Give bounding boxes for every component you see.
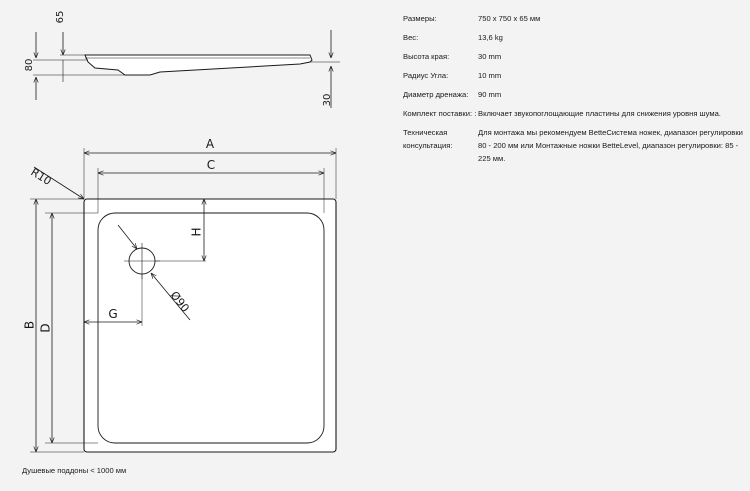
dim-g-label: G bbox=[108, 307, 118, 321]
dim-d-label: D bbox=[38, 323, 53, 333]
spec-row-dimensions bbox=[403, 12, 743, 25]
spec-row-delivery-set bbox=[403, 107, 743, 120]
side-view bbox=[33, 30, 340, 108]
tray-basin bbox=[98, 213, 324, 443]
spec-value: 90 mm bbox=[478, 90, 502, 99]
spec-label: Диаметр дренажа: bbox=[403, 90, 469, 99]
spec-label: Техническая консультация: bbox=[403, 128, 453, 150]
spec-label: Радиус Угла: bbox=[403, 71, 449, 80]
drawing-caption: Душевые поддоны < 1000 мм bbox=[22, 466, 127, 475]
spec-value: 750 x 750 x 65 мм bbox=[478, 14, 541, 23]
spec-row-corner-radius bbox=[403, 69, 743, 82]
dim-65-label: 65 bbox=[55, 10, 66, 24]
spec-row-technical-advice bbox=[403, 126, 743, 165]
spec-value: 10 mm bbox=[478, 71, 502, 80]
spec-label: Высота края: bbox=[403, 52, 450, 61]
dim-drain-diameter-label: Ø90 bbox=[167, 288, 192, 315]
spec-value: Для монтажа мы рекомендуем BetteСистема ножек, диапазон регулировки 80 - 200 мм или Монтажные ножки BetteLevel, диапазон регулировки: 85 - 225 мм. bbox=[478, 128, 743, 163]
spec-label: Комплект поставки: : bbox=[403, 109, 477, 118]
spec-value: 13,6 kg bbox=[478, 33, 503, 42]
dim-80-label: 80 bbox=[24, 58, 35, 72]
spec-value: Включает звукопоглощающие пластины для снижения уровня шума. bbox=[478, 109, 721, 118]
spec-value: 30 mm bbox=[478, 52, 502, 61]
spec-table bbox=[403, 12, 743, 171]
dim-r10-label: R10 bbox=[28, 165, 54, 189]
spec-row-drain-diameter bbox=[403, 88, 743, 101]
spec-row-edge-height bbox=[403, 50, 743, 63]
dim-h-label: H bbox=[189, 227, 204, 237]
spec-label: Размеры: bbox=[403, 14, 437, 23]
dim-a-label: A bbox=[205, 137, 215, 151]
dim-c-label: C bbox=[206, 158, 216, 172]
dim-30-label: 30 bbox=[322, 93, 333, 107]
spec-row-weight bbox=[403, 31, 743, 44]
spec-label: Вес: bbox=[403, 33, 419, 42]
dim-b-label: B bbox=[22, 320, 37, 330]
